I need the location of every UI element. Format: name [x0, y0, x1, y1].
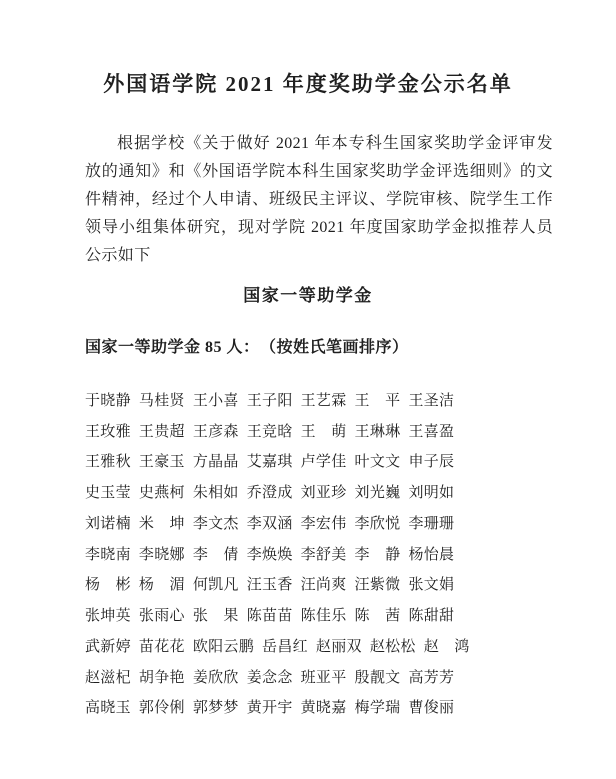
student-name: 方晶晶: [192, 454, 239, 471]
document-title: 外国语学院 2021 年度奖助学金公示名单: [103, 72, 513, 96]
student-name: 殷靓文: [354, 669, 401, 686]
student-name: 王子阳: [246, 392, 293, 409]
student-name: 艾嘉琪: [246, 454, 293, 471]
name-row: [85, 476, 555, 507]
student-name: 王 萌: [300, 423, 347, 440]
announcement-paragraph: [85, 130, 553, 270]
student-name: 杨 彬: [85, 577, 131, 594]
student-name: 何凯凡: [192, 577, 239, 594]
student-name: 李焕焕: [246, 546, 293, 563]
student-name: 李舒美: [300, 546, 347, 563]
student-name: 王彦森: [192, 423, 239, 440]
student-name: 杨怡晨: [408, 546, 455, 563]
student-name: 李文杰: [192, 515, 239, 532]
student-name: 胡争艳: [138, 669, 185, 686]
student-name: 赵丽双: [315, 638, 362, 655]
student-name: 刘诺楠: [85, 515, 131, 532]
student-name: 杨 湄: [138, 577, 185, 594]
student-name: 高芳芳: [408, 669, 455, 686]
student-name: 王艺霖: [300, 392, 347, 409]
section-heading-national-first-class-grant: 国家一等助学金: [243, 286, 373, 305]
student-name: 李珊珊: [408, 515, 455, 532]
paragraph-line: 放的通知》和《外国语学院本科生国家奖助学金评选细则》的文: [85, 163, 553, 180]
student-name: 黄开宇: [246, 700, 293, 717]
student-name: 王小喜: [192, 392, 239, 409]
student-name: 王 平: [354, 392, 401, 409]
student-name: 于晓静: [85, 392, 131, 409]
student-name: 欧阳云鹏: [192, 638, 255, 655]
student-name: 史玉莹: [85, 485, 131, 502]
student-name: 张坤英: [85, 608, 131, 625]
student-name: 叶文文: [354, 454, 401, 471]
student-name: 郭伶俐: [138, 700, 185, 717]
student-name: 刘光巍: [354, 485, 401, 502]
student-name: 李 静: [354, 546, 401, 563]
student-name: 姜念念: [246, 669, 293, 686]
student-name: 陈甜甜: [408, 608, 455, 625]
name-row: [85, 692, 555, 723]
student-name: 郭梦梦: [192, 700, 239, 717]
paragraph-line: 领导小组集体研究，现对学院 2021 年度国家助学金拟推荐人员: [85, 219, 553, 236]
student-name: 汪尚爽: [300, 577, 347, 594]
student-name: 卢学佳: [300, 454, 347, 471]
student-name: 苗花花: [138, 638, 185, 655]
student-name: 张 果: [192, 608, 239, 625]
name-row: [85, 538, 555, 569]
paragraph-line: 根据学校《关于做好 2021 年本专科生国家奖助学金评审发: [117, 135, 553, 152]
student-name: 王琳琳: [354, 423, 401, 440]
student-name: 王贵超: [138, 423, 185, 440]
student-name: 赵松松: [369, 638, 416, 655]
student-name: 武新婷: [85, 638, 131, 655]
student-name: 高晓玉: [85, 700, 131, 717]
student-name: 李 倩: [192, 546, 239, 563]
student-name: 马桂贤: [138, 392, 185, 409]
student-name: 梅学瑞: [354, 700, 401, 717]
student-name: 班亚平: [300, 669, 347, 686]
student-name: 张雨心: [138, 608, 185, 625]
student-name: 张文娟: [408, 577, 455, 594]
student-name: 米 坤: [138, 515, 185, 532]
student-name: 王圣洁: [408, 392, 455, 409]
student-name: 刘亚珍: [300, 485, 347, 502]
student-name: 李宏伟: [300, 515, 347, 532]
student-name: 黄晓嘉: [300, 700, 347, 717]
name-row: [85, 661, 555, 692]
name-row: [85, 630, 555, 661]
student-name: 陈佳乐: [300, 608, 347, 625]
student-name: 赵 鸿: [423, 638, 470, 655]
student-name: 王玫雅: [85, 423, 131, 440]
student-name: 朱相如: [192, 485, 239, 502]
student-name: 赵滋杞: [85, 669, 131, 686]
name-row: [85, 599, 555, 630]
paragraph-line: 公示如下: [85, 247, 151, 264]
student-name: 曹俊丽: [408, 700, 455, 717]
student-name: 王豪玉: [138, 454, 185, 471]
name-row: [85, 446, 555, 477]
name-row: [85, 415, 555, 446]
list-heading-recipient-count: 国家一等助学金 85 人： （按姓氏笔画排序）: [85, 339, 409, 356]
paragraph-line: 件精神，经过个人申请、班级民主评议、学院审核、院学生工作: [85, 191, 553, 208]
student-name: 王喜盈: [408, 423, 455, 440]
student-name: 李晓南: [85, 546, 131, 563]
student-name: 李欣悦: [354, 515, 401, 532]
name-row: [85, 384, 555, 415]
student-name: 陈苗苗: [246, 608, 293, 625]
student-name: 李晓娜: [138, 546, 185, 563]
student-name: 乔澄成: [246, 485, 293, 502]
student-name: 王竞晗: [246, 423, 293, 440]
student-name: 汪玉香: [246, 577, 293, 594]
student-name: 岳昌红: [262, 638, 308, 655]
name-row: [85, 507, 555, 538]
student-name: 刘明如: [408, 485, 455, 502]
student-name: 申子辰: [408, 454, 455, 471]
student-name: 陈 茜: [354, 608, 401, 625]
name-row: [85, 569, 555, 600]
student-name: 史燕柯: [138, 485, 185, 502]
student-name: 姜欣欣: [192, 669, 239, 686]
student-name: 王雅秋: [85, 454, 131, 471]
name-list: [85, 384, 555, 722]
student-name: 汪紫微: [354, 577, 401, 594]
student-name: 李双涵: [246, 515, 293, 532]
